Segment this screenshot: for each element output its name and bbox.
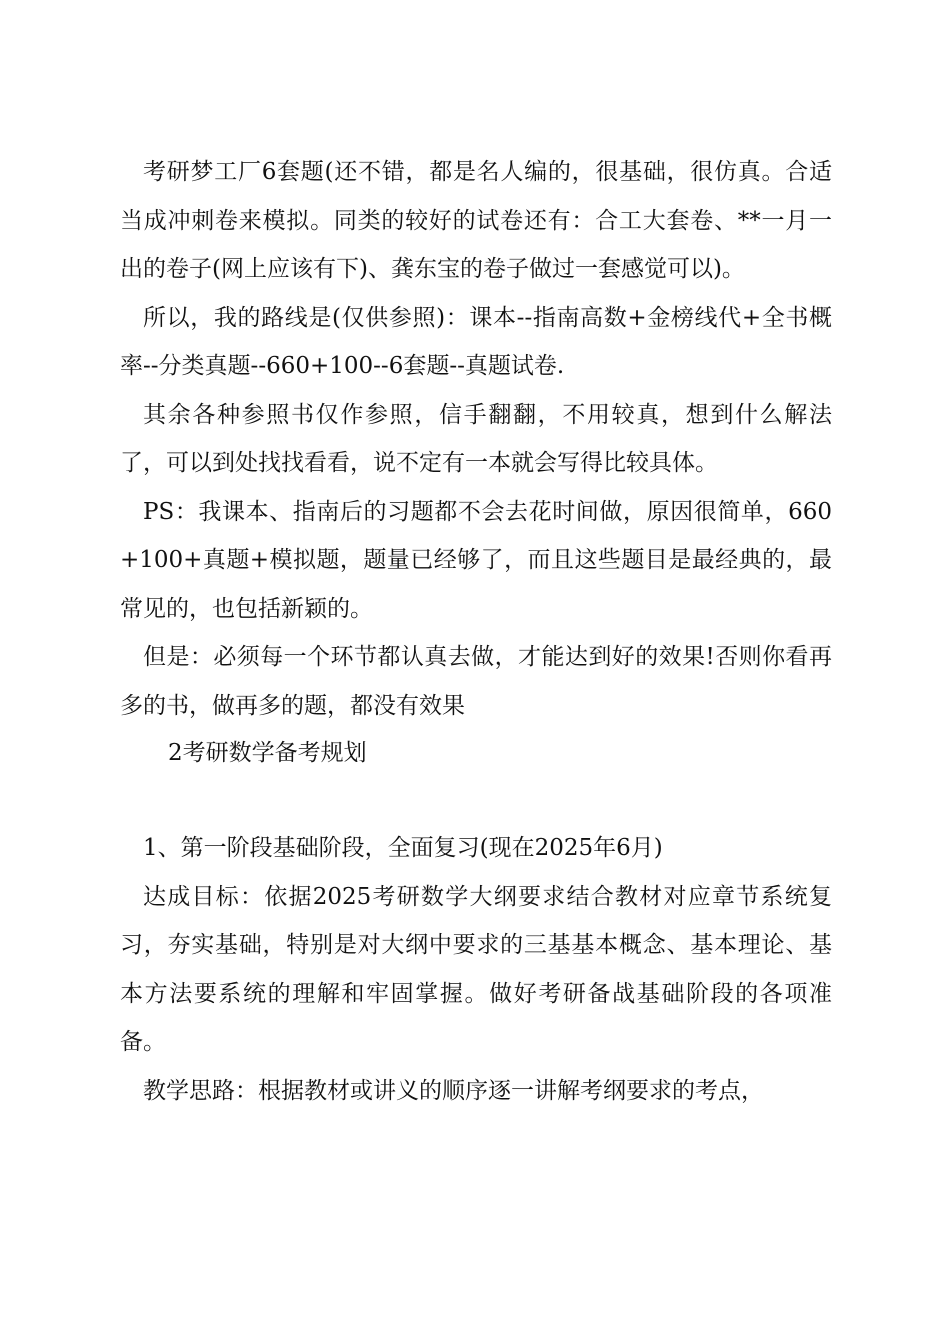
- paragraph-mock-exams: 考研梦工厂6套题(还不错，都是名人编的，很基础，很仿真。合适当成冲刺卷来模拟。同类的较好的试卷还有：合工大套卷、**一月一出的卷子(网上应该有下)、龚东宝的卷子做过一套感觉可以)。: [120, 159, 832, 282]
- blank-spacer: [120, 776, 832, 824]
- paragraph-ps-note: PS：我课本、指南后的习题都不会去花时间做，原因很简单，660+100+真题+模拟题，题量已经够了，而且这些题目是最经典的，最常见的，也包括新颖的。: [120, 498, 832, 622]
- paragraph-stage-one: 1、第一阶段基础阶段，全面复习(现在2025年6月): [143, 835, 663, 861]
- paragraph-goals: 达成目标：依据2025考研数学大纲要求结合教材对应章节系统复习，夯实基础，特别是对大纲中要求的三基基本概念、基本理论、基本方法要系统的理解和牢固掌握。做好考研备战基础阶段的各项准备。: [120, 883, 832, 1055]
- paragraph-warning: 但是：必须每一个环节都认真去做，才能达到好的效果!否则你看再多的书，做再多的题，都没有效果: [120, 644, 832, 719]
- document-body: [120, 148, 832, 1115]
- section-heading: 2考研数学备考规划: [168, 740, 367, 766]
- paragraph-reference-books: 其余各种参照书仅作参照，信手翻翻，不用较真，想到什么解法了，可以到处找找看看，说不定有一本就会写得比较具体。: [120, 401, 832, 476]
- paragraph-study-route: 所以，我的路线是(仅供参照)：课本--指南高数+金榜线代+全书概率--分类真题--660+100--6套题--真题试卷.: [120, 304, 832, 379]
- paragraph-teaching-approach: 教学思路：根据教材或讲义的顺序逐一讲解考纲要求的考点，: [143, 1077, 764, 1104]
